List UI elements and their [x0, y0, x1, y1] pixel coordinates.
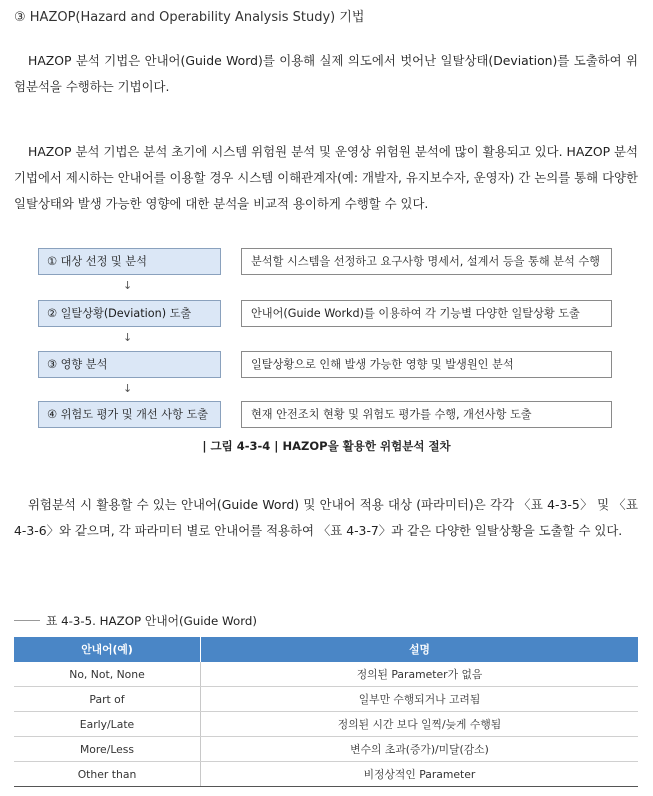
column-header-description: 설명	[201, 637, 639, 662]
cell-guide-word: Other than	[14, 762, 201, 787]
down-arrow-icon: ↓	[123, 279, 133, 292]
table-row	[14, 662, 638, 687]
down-arrow-icon: ↓	[123, 331, 133, 344]
table-caption	[14, 612, 257, 629]
cell-guide-word: No, Not, None	[14, 662, 201, 687]
step-description-3: 일탈상황으로 인해 발생 가능한 영향 및 발생원인 분석	[241, 351, 612, 378]
table-row	[14, 687, 638, 712]
table-row	[14, 737, 638, 762]
figure-caption: | 그림 4-3-4 | HAZOP을 활용한 위험분석 절차	[202, 439, 451, 453]
step-box-1: ① 대상 선정 및 분석	[38, 248, 221, 275]
caption-rule	[14, 620, 40, 621]
down-arrow-icon: ↓	[123, 382, 133, 395]
step-description-4: 현재 안전조치 현황 및 위험도 평가를 수행, 개선사항 도출	[241, 401, 612, 428]
step-box-4: ④ 위험도 평가 및 개선 사항 도출	[38, 401, 221, 428]
column-header-guide-word: 안내어(예)	[14, 637, 201, 662]
cell-guide-word: Part of	[14, 687, 201, 712]
cell-description: 비정상적인 Parameter	[201, 762, 639, 787]
step-description-2: 안내어(Guide Workd)를 이용하여 각 기능별 다양한 일탈상황 도출	[241, 300, 612, 327]
paragraph-intro: HAZOP 분석 기법은 안내어(Guide Word)를 이용해 실제 의도에서 벗어난 일탈상태(Deviation)를 도출하여 위험분석을 수행하는 기법이다.	[14, 53, 638, 94]
step-box-2: ② 일탈상황(Deviation) 도출	[38, 300, 221, 327]
cell-guide-word: Early/Late	[14, 712, 201, 737]
cell-guide-word: More/Less	[14, 737, 201, 762]
cell-description: 정의된 Parameter가 없음	[201, 662, 639, 687]
cell-description: 정의된 시간 보다 일찍/늦게 수행됨	[201, 712, 639, 737]
table-row	[14, 712, 638, 737]
step-description-1: 분석할 시스템을 선정하고 요구사항 명세서, 설계서 등을 통해 분석 수행	[241, 248, 612, 275]
paragraph-guide-word: 위험분석 시 활용할 수 있는 안내어(Guide Word) 및 안내어 적용 대상 (파라미터)은 각각 〈표 4-3-5〉 및 〈표 4-3-6〉와 같으며, 각 파라미터 별로 안내어를 적용하여 〈표 4-3-7〉과 같은 다양한 일탈상황을 도출할 수 있다.	[14, 497, 638, 538]
cell-description: 변수의 초과(증가)/미달(감소)	[201, 737, 639, 762]
table-header-row	[14, 637, 638, 662]
step-box-3: ③ 영향 분석	[38, 351, 221, 378]
paragraph-usage: HAZOP 분석 기법은 분석 초기에 시스템 위험원 분석 및 운영상 위험원 분석에 많이 활용되고 있다. HAZOP 분석 기법에서 제시하는 안내어를 이용할 경우 시스템 이해관계자(예: 개발자, 유지보수자, 운영자) 간 논의를 통해 다양한 일탈상태와 발생 가능한 영향에 대한 분석을 비교적 용이하게 수행할 수 있다.	[14, 144, 638, 211]
table-row	[14, 762, 638, 787]
guide-word-table	[14, 637, 638, 787]
cell-description: 일부만 수행되거나 고려됨	[201, 687, 639, 712]
table-caption-text: 표 4-3-5. HAZOP 안내어(Guide Word)	[46, 614, 257, 628]
section-heading: ③ HAZOP(Hazard and Operability Analysis Study) 기법	[14, 10, 365, 25]
